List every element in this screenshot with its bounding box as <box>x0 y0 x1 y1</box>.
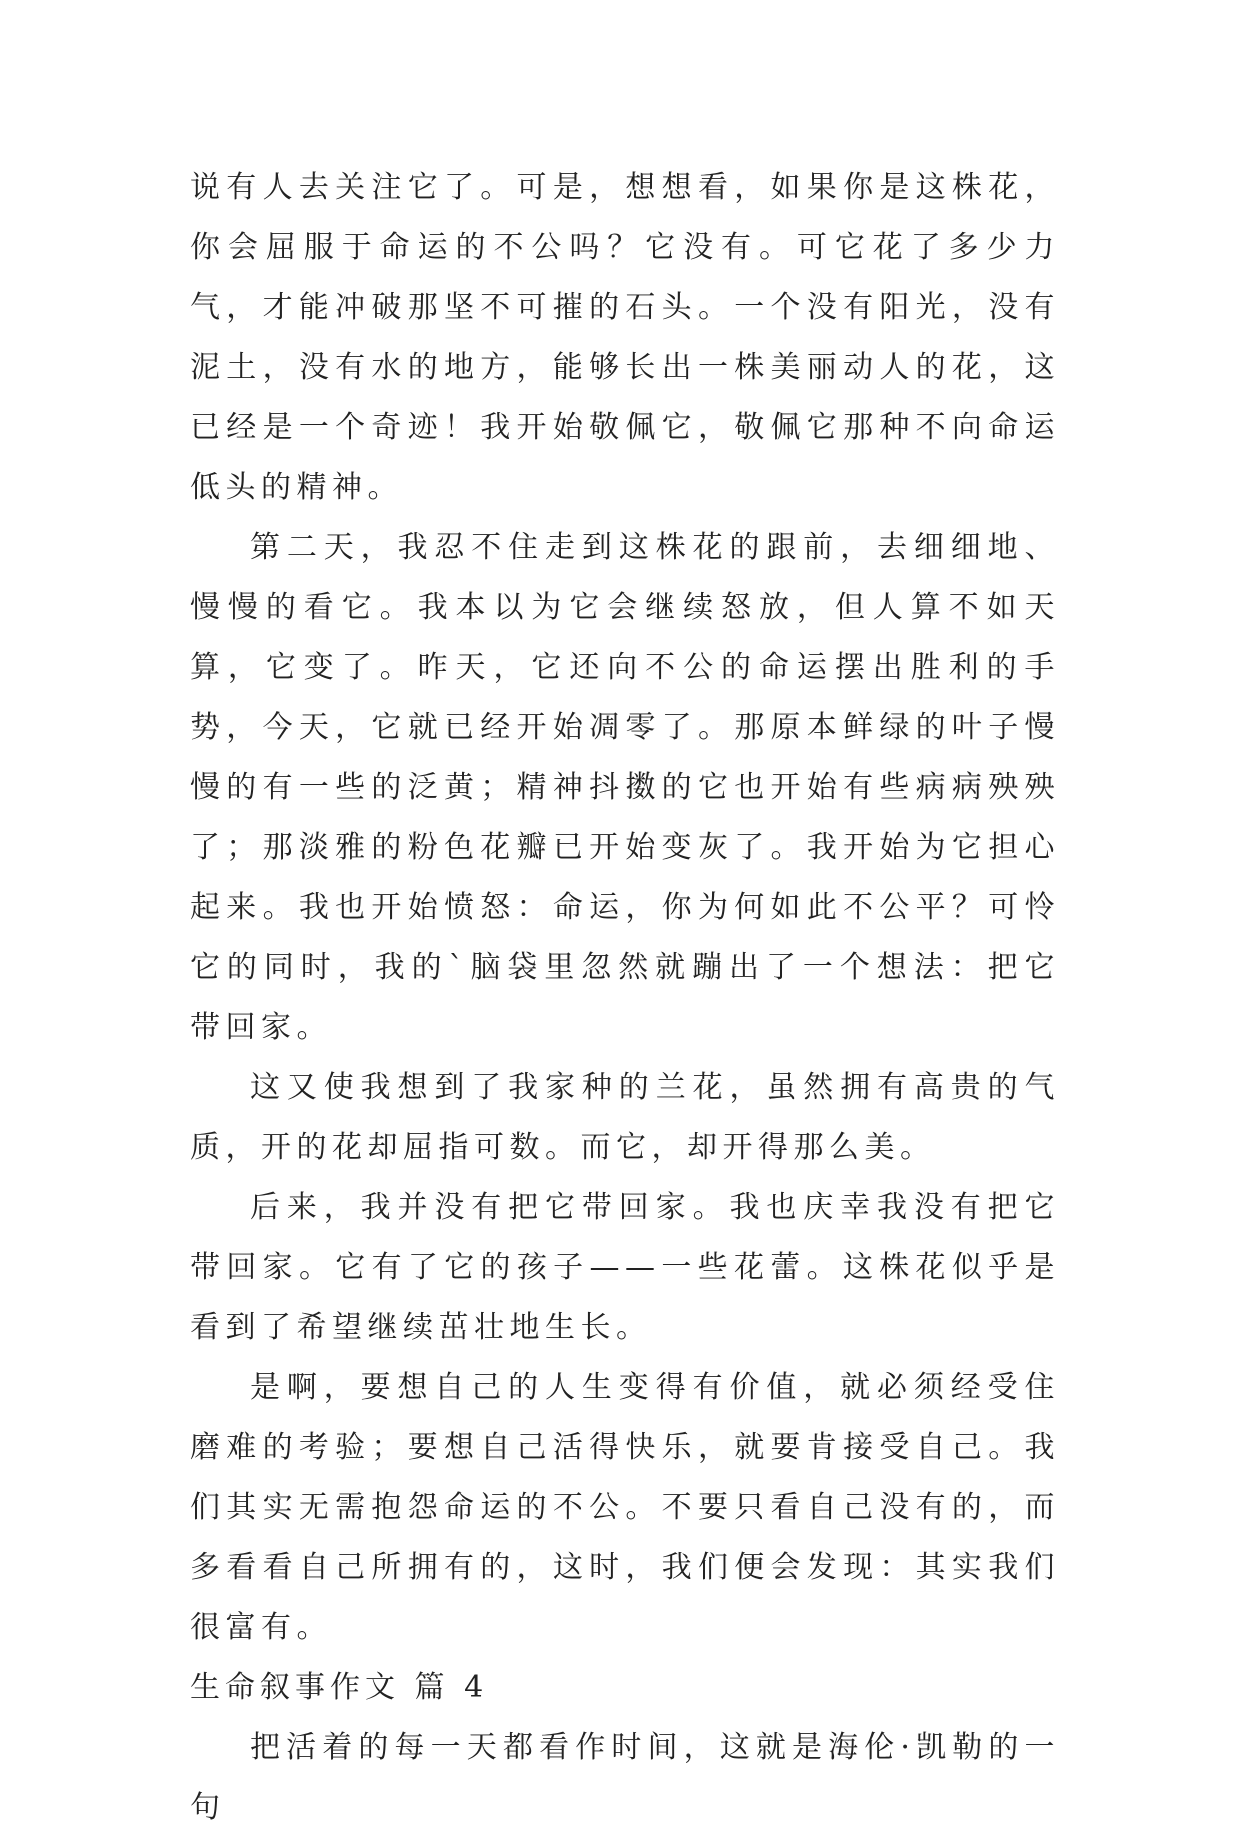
paragraph-next-section: 把活着的每一天都看作时间，这就是海伦·凯勒的一句 <box>190 1730 1060 1825</box>
section-heading: 生命叙事作文 篇 4 <box>190 1670 489 1705</box>
paragraph-orchid: 这又使我想到了我家种的兰花，虽然拥有高贵的气质，开的花却屈指可数。而它，却开得那么美。 <box>190 1070 1060 1165</box>
document-body <box>190 158 1060 1838</box>
paragraph-later: 后来，我并没有把它带回家。我也庆幸我没有把它带回家。它有了它的孩子——一些花蕾。这株花似乎是看到了希望继续茁壮地生长。 <box>190 1190 1060 1345</box>
paragraph-conclusion: 是啊，要想自己的人生变得有价值，就必须经受住磨难的考验；要想自己活得快乐，就要肯接受自己。我们其实无需抱怨命运的不公。不要只看自己没有的，而多看看自己所拥有的，这时，我们便会发现：其实我们很富有。 <box>190 1370 1060 1645</box>
paragraph-second-day: 第二天，我忍不住走到这株花的跟前，去细细地、慢慢的看它。我本以为它会继续怒放，但人算不如天算，它变了。昨天，它还向不公的命运摆出胜利的手势，今天，它就已经开始凋零了。那原本鲜绿的叶子慢慢的有一些的泛黄；精神抖擞的它也开始有些病病殃殃了；那淡雅的粉色花瓣已开始变灰了。我开始为它担心起来。我也开始愤怒：命运，你为何如此不公平？可怜它的同时，我的`脑袋里忽然就蹦出了一个想法：把它带回家。 <box>190 530 1060 1045</box>
paragraph-continued: 说有人去关注它了。可是，想想看，如果你是这株花，你会屈服于命运的不公吗？它没有。可它花了多少力气，才能冲破那坚不可摧的石头。一个没有阳光，没有泥土，没有水的地方，能够长出一株美丽动人的花，这已经是一个奇迹！我开始敬佩它，敬佩它那种不向命运低头的精神。 <box>190 170 1060 505</box>
